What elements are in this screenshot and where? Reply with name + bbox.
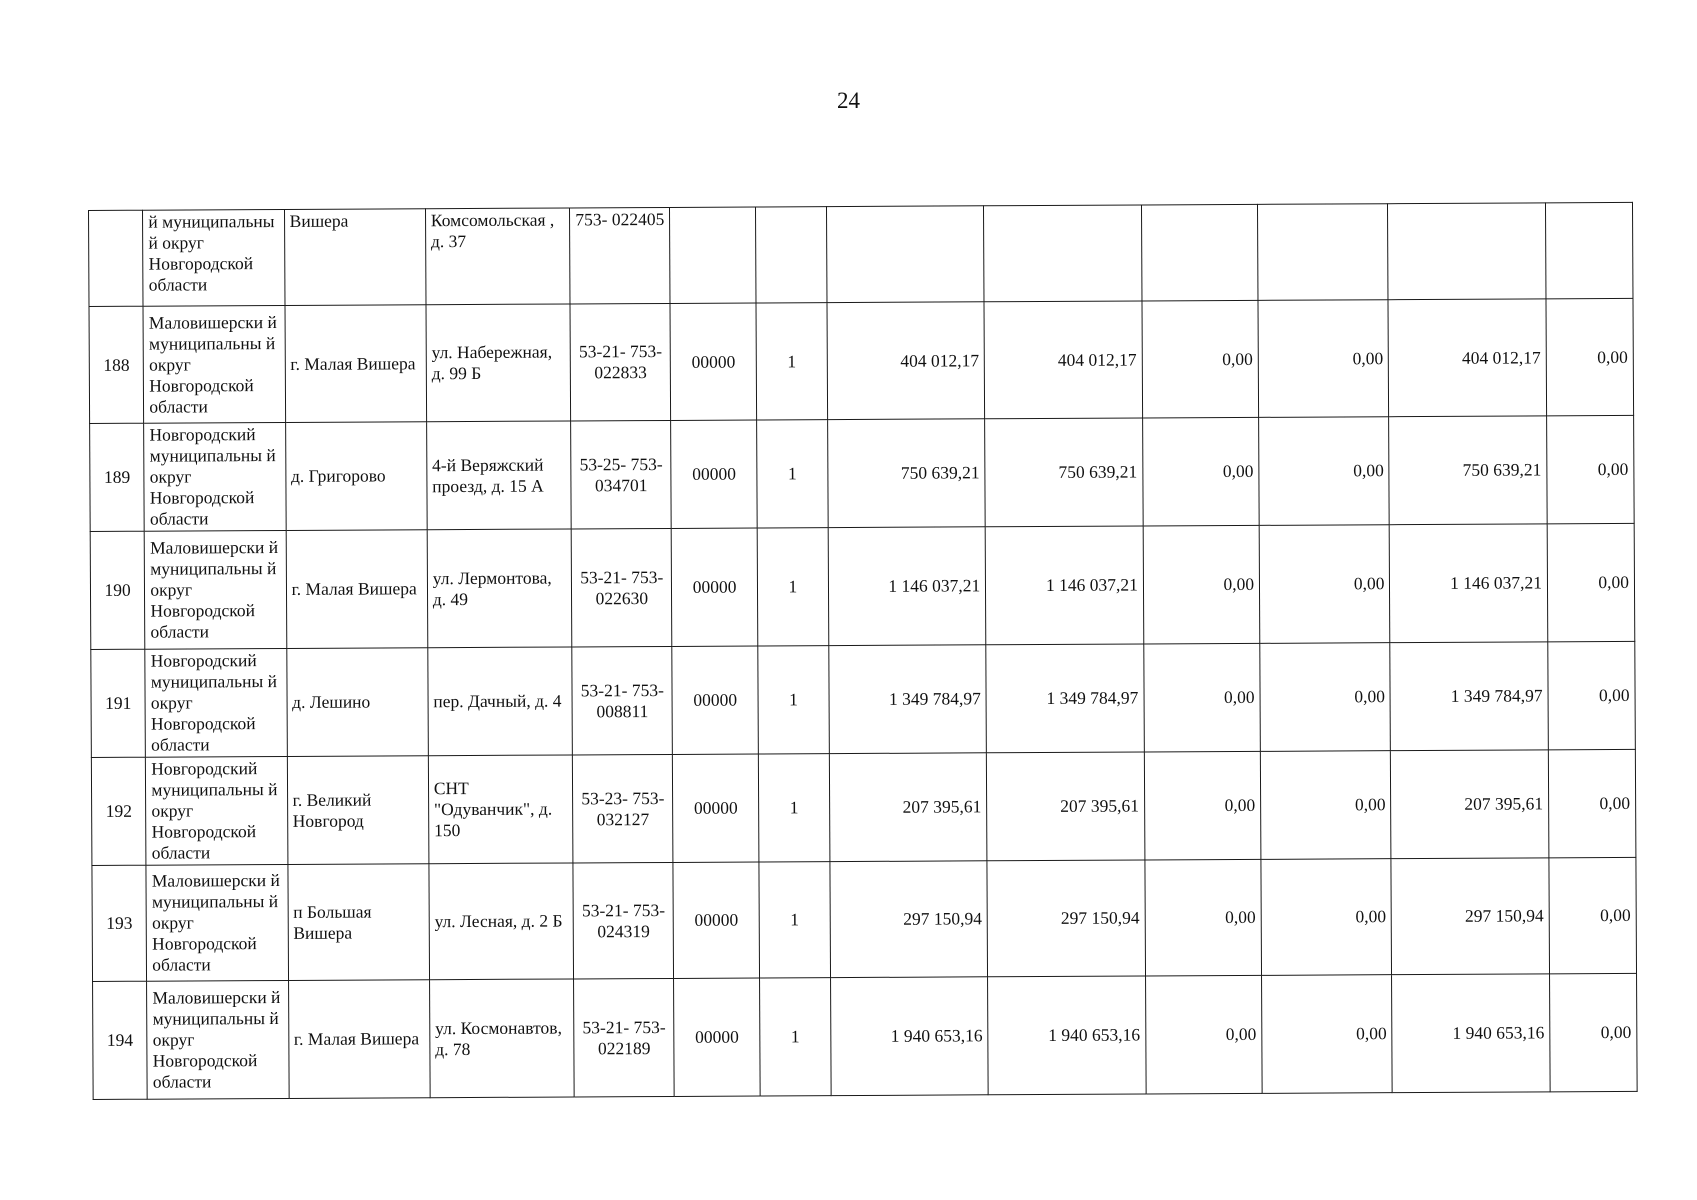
registry-table [88,202,1638,1100]
amount-total-cell [826,206,984,303]
amount-col4-cell: 0,00 [1259,525,1390,644]
address-cell: ул. Лермонтова, д. 49 [427,529,572,648]
municipality-cell: й муниципальны й округ Новгородской области [143,209,285,306]
amount-col5-cell: 750 639,21 [1389,416,1547,525]
amount-col6-cell [1545,202,1633,298]
cadastral-number-cell: 53-21- 753- 024319 [573,862,674,979]
code-cell: 00000 [674,978,760,1096]
table-row [92,857,1637,981]
amount-col4-cell: 0,00 [1260,643,1391,752]
code-cell: 00000 [672,646,758,754]
code-cell: 00000 [671,420,757,528]
count-cell [756,207,827,303]
municipality-cell: Маловишерски й муниципальны й округ Новгородской области [146,864,288,981]
page-number: 24 [837,88,860,113]
amount-col3-cell: 0,00 [1142,417,1259,526]
amount-col6-cell: 0,00 [1550,973,1638,1091]
settlement-cell: д. Лешино [286,648,428,757]
amount-total-cell: 1 940 653,16 [830,977,988,1096]
count-cell: 1 [757,420,828,528]
address-cell: пер. Дачный, д. 4 [428,647,573,756]
amount-col6-cell: 0,00 [1547,415,1635,523]
municipality-cell: Маловишерски й муниципальны й округ Новгородской области [147,980,289,1099]
amount-col5-cell: 207 395,61 [1391,750,1549,859]
municipality-cell: Новгородский муниципальны й округ Новгородской области [146,756,288,865]
amount-col3-cell: 0,00 [1144,751,1261,860]
row-number: 193 [92,865,147,981]
amount-paid-cell: 750 639,21 [985,418,1143,527]
amount-paid-cell: 207 395,61 [987,752,1145,861]
count-cell: 1 [757,528,828,646]
table-row [90,415,1635,531]
count-cell: 1 [760,978,831,1096]
amount-col5-cell [1388,203,1546,300]
amount-paid-cell: 1 940 653,16 [988,976,1146,1095]
row-number: 190 [90,531,145,649]
amount-col4-cell [1258,204,1389,301]
amount-total-cell: 207 395,61 [829,753,987,862]
cadastral-number-cell: 753- 022405 [570,207,670,304]
amount-total-cell: 297 150,94 [830,861,988,978]
amount-col5-cell: 297 150,94 [1391,858,1549,975]
settlement-cell: г. Малая Вишера [285,305,427,423]
settlement-cell: г. Малая Вишера [288,980,430,1099]
count-cell: 1 [756,303,827,420]
cadastral-number-cell: 53-21- 753- 022630 [571,528,672,647]
amount-col3-cell: 0,00 [1144,643,1261,752]
table-row-carryover [89,202,1633,306]
table-row [90,523,1635,649]
amount-col3-cell: 0,00 [1145,975,1262,1094]
municipality-cell: Новгородский муниципальны й округ Новгородской области [144,422,286,531]
code-cell: 00000 [671,528,757,646]
amount-col4-cell: 0,00 [1261,859,1392,976]
amount-col3-cell: 0,00 [1143,525,1260,644]
amount-col3-cell: 0,00 [1142,300,1259,418]
row-number: 189 [90,423,145,531]
count-cell: 1 [758,646,829,754]
amount-paid-cell: 1 349 784,97 [986,644,1144,753]
amount-col6-cell: 0,00 [1548,641,1636,749]
cadastral-number-cell: 53-21- 753- 022833 [570,303,671,421]
municipality-cell: Новгородский муниципальны й округ Новгородской области [145,648,287,757]
amount-col6-cell: 0,00 [1546,298,1634,415]
address-cell: Комсомольская , д. 37 [425,208,570,305]
cadastral-number-cell: 53-23- 753- 032127 [573,754,674,863]
row-number: 192 [91,757,146,865]
amount-col4-cell: 0,00 [1262,975,1393,1094]
amount-col3-cell [1141,204,1258,301]
settlement-cell: Вишера [284,209,426,306]
amount-col5-cell: 1 349 784,97 [1390,642,1548,751]
cadastral-number-cell: 53-21- 753- 008811 [572,646,673,755]
table-row [91,641,1636,757]
amount-total-cell: 1 146 037,21 [828,527,986,646]
count-cell: 1 [759,862,830,978]
amount-col4-cell: 0,00 [1260,751,1391,860]
table-row [91,749,1636,865]
amount-total-cell: 750 639,21 [827,419,985,528]
row-number: 188 [89,306,144,423]
registry-sheet [88,202,1638,1100]
table-row [93,973,1638,1099]
settlement-cell: д. Григорово [285,422,427,531]
code-cell [670,207,756,303]
address-cell: ул. Космонавтов, д. 78 [429,979,574,1098]
amount-col6-cell: 0,00 [1548,749,1636,857]
cadastral-number-cell: 53-25- 753- 034701 [571,420,672,529]
row-number: 194 [93,981,148,1099]
settlement-cell: г. Малая Вишера [286,530,428,649]
address-cell: СНТ "Одуванчик", д. 150 [428,755,573,864]
amount-paid-cell [984,205,1142,302]
amount-col4-cell: 0,00 [1259,417,1390,526]
amount-col4-cell: 0,00 [1258,300,1389,418]
amount-col5-cell: 1 146 037,21 [1390,524,1548,643]
cadastral-number-cell: 53-21- 753- 022189 [574,978,675,1097]
address-cell: ул. Лесная, д. 2 Б [429,863,574,980]
amount-paid-cell: 1 146 037,21 [985,526,1143,645]
amount-col5-cell: 1 940 653,16 [1392,974,1550,1093]
amount-col6-cell: 0,00 [1547,523,1635,641]
municipality-cell: Маловишерски й муниципальны й округ Новгородской области [143,305,285,423]
amount-col6-cell: 0,00 [1549,857,1637,973]
amount-total-cell: 1 349 784,97 [829,645,987,754]
registry-body [89,202,1638,1099]
amount-col5-cell: 404 012,17 [1388,299,1546,417]
amount-col3-cell: 0,00 [1145,859,1262,976]
count-cell: 1 [758,754,829,862]
code-cell: 00000 [670,303,756,420]
municipality-cell: Маловишерски й муниципальны й округ Новгородской области [144,530,286,649]
amount-paid-cell: 297 150,94 [987,860,1145,977]
code-cell: 00000 [673,754,759,862]
row-number [89,210,144,306]
table-row [89,298,1634,423]
amount-total-cell: 404 012,17 [827,302,985,420]
code-cell: 00000 [673,862,759,978]
address-cell: ул. Набережная, д. 99 Б [426,304,571,422]
amount-paid-cell: 404 012,17 [984,301,1142,419]
address-cell: 4-й Веряжский проезд, д. 15 А [426,421,571,530]
settlement-cell: г. Великий Новгород [287,756,429,865]
row-number: 191 [91,649,146,757]
settlement-cell: п Большая Вишера [287,864,429,981]
